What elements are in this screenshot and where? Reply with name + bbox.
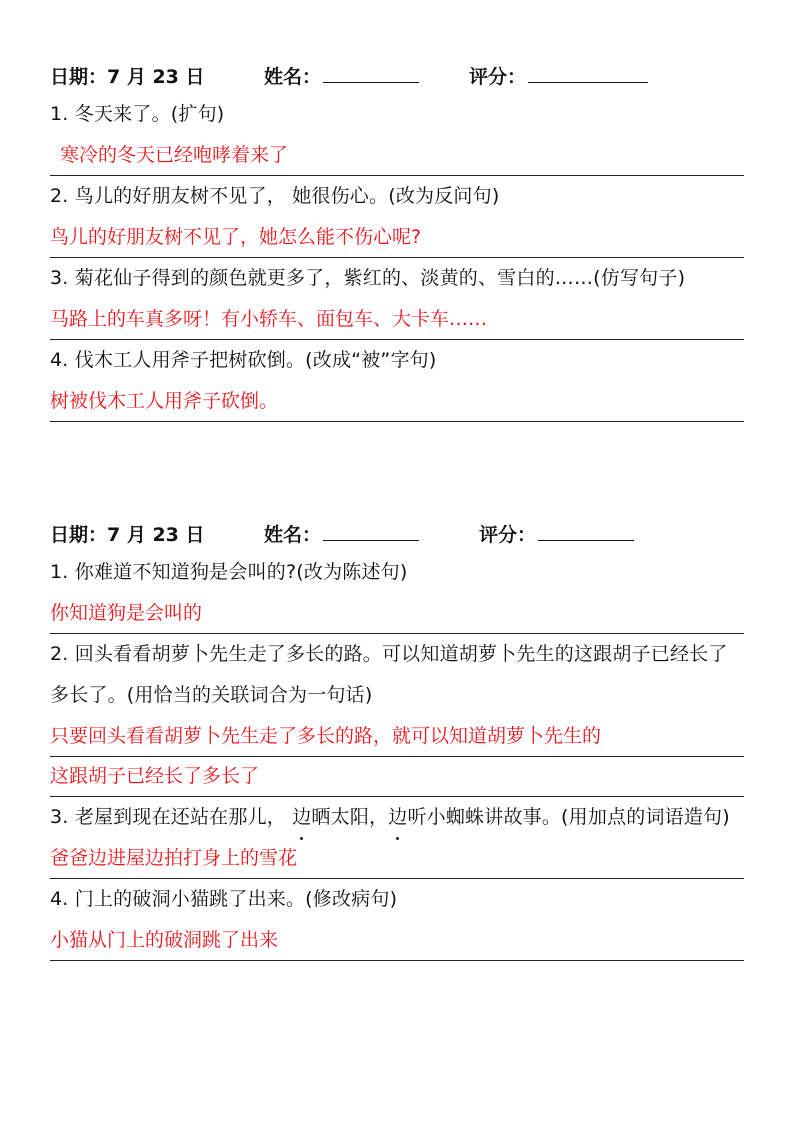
answer-3[interactable]: 爸爸边进屋边拍打身上的雪花 [50, 838, 744, 879]
answer-2[interactable] [50, 716, 744, 797]
score-field [469, 60, 648, 94]
score-label: 评分： [479, 524, 537, 546]
worksheet-1 [50, 60, 744, 422]
answer-2-line-2: 这跟胡子已经长了多长了 [50, 756, 744, 796]
question-3 [50, 797, 744, 838]
worksheet-header [50, 60, 744, 94]
answer-2[interactable]: 鸟儿的好朋友树不见了，她怎么能不伤心呢? [50, 217, 744, 258]
worksheet-header [50, 518, 744, 552]
answer-4[interactable]: 小猫从门上的破洞跳了出来 [50, 920, 744, 961]
answer-3[interactable]: 马路上的车真多呀！有小轿车、面包车、大卡车…… [50, 299, 744, 340]
worksheet-2 [50, 518, 744, 961]
name-label: 姓名： [264, 66, 322, 88]
score-field [479, 518, 634, 552]
question-3-text-mid: 晒太阳， [311, 806, 389, 828]
name-label: 姓名： [264, 524, 322, 546]
name-blank[interactable] [323, 60, 419, 83]
score-blank[interactable] [538, 518, 634, 541]
name-field [264, 518, 479, 552]
question-3-text-end: 听小蜘蛛讲故事。(用加点的词语造句) [407, 806, 730, 828]
score-blank[interactable] [528, 60, 648, 83]
dotted-word-1: 边 [292, 797, 311, 838]
dotted-word-2: 边 [388, 797, 407, 838]
question-3: 3. 菊花仙子得到的颜色就更多了，紫红的、淡黄的、雪白的……(仿写句子) [50, 267, 686, 289]
question-2: 2. 回头看看胡萝卜先生走了多长的路。可以知道胡萝卜先生的这跟胡子已经长了多长了。(用恰当的关联词合为一句话) [50, 643, 728, 706]
question-1: 1. 冬天来了。(扩句) [50, 103, 225, 125]
question-4: 4. 门上的破洞小猫跳了出来。(修改病句) [50, 888, 398, 910]
date-label: 日期：7 月 23 日 [50, 66, 205, 88]
answer-1[interactable]: 你知道狗是会叫的 [50, 593, 744, 634]
name-blank[interactable] [323, 518, 419, 541]
question-2: 2. 鸟儿的好朋友树不见了， 她很伤心。(改为反问句) [50, 185, 500, 207]
answer-1[interactable]: 寒冷的冬天已经咆哮着来了 [50, 135, 744, 176]
answer-2-line-1: 只要回头看看胡萝卜先生走了多长的路，就可以知道胡萝卜先生的 [50, 725, 602, 747]
question-4: 4. 伐木工人用斧子把树砍倒。(改成“被”字句) [50, 349, 437, 371]
name-field [264, 60, 469, 94]
date-label: 日期：7 月 23 日 [50, 524, 205, 546]
question-3-text-start: 3. 老屋到现在还站在那儿， [50, 806, 293, 828]
answer-4[interactable]: 树被伐木工人用斧子砍倒。 [50, 381, 744, 422]
question-1: 1. 你难道不知道狗是会叫的?(改为陈述句) [50, 561, 408, 583]
score-label: 评分： [469, 66, 527, 88]
